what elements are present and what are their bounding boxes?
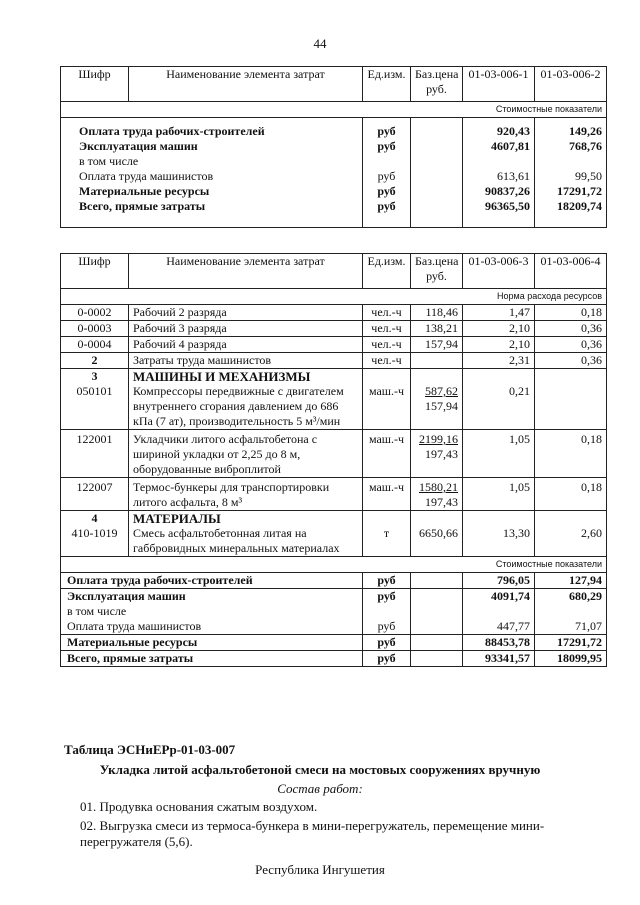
header-base-price: Баз.цена руб. [411, 254, 463, 289]
subheader: Стоимостные показатели [61, 557, 607, 573]
table-row: Материальные ресурсы руб 90837,26 17291,72 [61, 184, 607, 199]
table-title: Укладка литой асфальтобетоной смеси на мостовых сооружениях вручную [99, 762, 541, 777]
header-unit: Ед.изм. [363, 254, 411, 289]
cost-table-1 [60, 66, 607, 228]
table-caption: Таблица ЭСНиЕРр-01-03-007 [64, 742, 236, 757]
table-row: 0-0002 Рабочий 2 разряда чел.-ч 118,46 1,47 0,18 [61, 305, 607, 321]
table-row: в том числе [61, 154, 607, 169]
table-row: 0-0004 Рабочий 4 разряда чел.-ч 157,94 2,10 0,36 [61, 337, 607, 353]
table-row: Оплата труда машинистов руб 613,61 99,50 [61, 169, 607, 184]
header-col1: 01-03-006-1 [463, 67, 535, 102]
table-header [61, 67, 607, 102]
footer-region: Республика Ингушетия [255, 862, 385, 877]
subheader: Норма расхода ресурсов [61, 289, 607, 305]
table-row: Материальные ресурсы руб 88453,78 17291,72 [61, 635, 607, 651]
work-step-1: 01. Продувка основания сжатым воздухом. [80, 799, 318, 814]
subheader: Стоимостные показатели [61, 102, 607, 118]
table-row: Оплата труда рабочих-строителей руб 796,05 127,94 [61, 573, 607, 589]
table-row: Эксплуатация машин руб 4091,74 680,29 [61, 589, 607, 605]
section-heading: 3 МАШИНЫ И МЕХАНИЗМЫ [61, 369, 607, 385]
header-base-price: Баз.цена руб. [411, 67, 463, 102]
composition-label: Состав работ: [277, 781, 363, 796]
table-row: 050101 Компрессоры передвижные с двигателем внутреннего сгорания давлением до 686 кПа (7 ат), производительность 5 м³/мин маш.-ч 587,62 157,94 0,21 [61, 384, 607, 430]
header-unit: Ед.изм. [363, 67, 411, 102]
table-row: Эксплуатация машин руб 4607,81 768,76 [61, 139, 607, 154]
table-row: 122007 Термос-бункеры для транспортировки литого асфальта, 8 м³ маш.-ч 1580,21 197,43 1,05 0,18 [61, 478, 607, 511]
table-row: 0-0003 Рабочий 3 разряда чел.-ч 138,21 2,10 0,36 [61, 321, 607, 337]
table-row: Всего, прямые затраты руб 93341,57 18099,95 [61, 651, 607, 667]
section-heading: 4 МАТЕРИАЛЫ [61, 511, 607, 527]
resource-table-2 [60, 253, 607, 667]
table-row: 2 Затраты труда машинистов чел.-ч 2,31 0,36 [61, 353, 607, 369]
header-name: Наименование элемента затрат [129, 254, 363, 289]
table-row: 122001 Укладчики литого асфальтобетона с шириной укладки от 2,25 до 8 м, оборудованные виброплитой маш.-ч 2199,16 197,43 1,05 0,18 [61, 430, 607, 478]
header-col1: 01-03-006-3 [463, 254, 535, 289]
table-row: Оплата труда машинистов руб 447,77 71,07 [61, 619, 607, 635]
header-col2: 01-03-006-2 [535, 67, 607, 102]
header-code: Шифр [61, 67, 129, 102]
table-row: 410-1019 Смесь асфальтобетонная литая на габбровидных минеральных материалах т 6650,66 13,30 2,60 [61, 526, 607, 557]
table-row: Оплата труда рабочих-строителей руб 920,43 149,26 [61, 124, 607, 139]
header-col2: 01-03-006-4 [535, 254, 607, 289]
header-code: Шифр [61, 254, 129, 289]
table-row: Всего, прямые затраты руб 96365,50 18209,74 [61, 199, 607, 214]
header-name: Наименование элемента затрат [129, 67, 363, 102]
table-row: в том числе [61, 604, 607, 619]
table-header [61, 254, 607, 289]
page-number: 44 [313, 36, 327, 51]
work-step-2: 02. Выгрузка смеси из термоса-бункера в мини-перегружатель, перемещение мини-перегружателя (5,6). [80, 818, 545, 849]
